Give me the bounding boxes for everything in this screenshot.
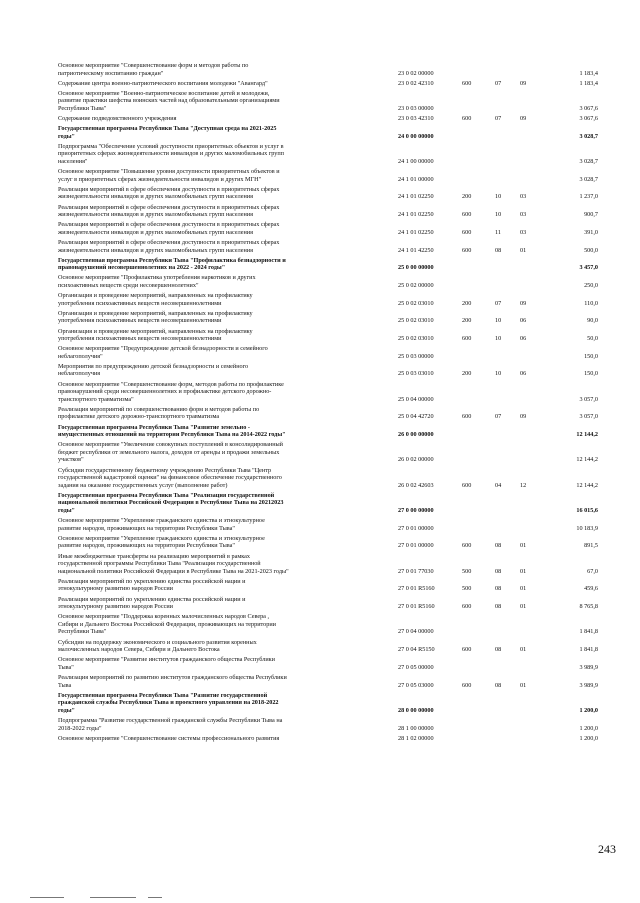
table-row: [0, 517, 640, 532]
row-amount: 1 200,0: [579, 724, 598, 732]
scan-artifact-line: [148, 897, 162, 898]
table-row: [0, 406, 640, 421]
row-section: 08: [495, 646, 502, 654]
row-subsection: 06: [520, 335, 527, 343]
row-code: 28 1 00 00000: [398, 724, 434, 732]
row-code: 27 0 01 R5160: [398, 603, 435, 611]
row-name: Мероприятия по предупреждению детской безнадзорности и семейного неблагополучия: [58, 362, 249, 378]
row-amount: 3 067,6: [579, 104, 598, 112]
row-expense-type: 200: [462, 370, 472, 378]
scan-artifact-line: [30, 897, 64, 898]
row-name: Государственная программа Республики Тыва "Профилактика безнадзорности и правонарушений несовершеннолетних на 2022 - 2024 годы": [58, 256, 286, 272]
row-code: 26 0 00 00000: [398, 431, 434, 439]
row-expense-type: 600: [462, 603, 472, 611]
row-amount: 8 765,8: [579, 603, 598, 611]
row-section: 07: [495, 79, 502, 87]
row-section: 10: [495, 370, 502, 378]
row-name: Реализация мероприятий по укреплению единства российской нации и этнокультурному развитию народов России: [58, 595, 246, 611]
row-subsection: 06: [520, 370, 527, 378]
row-code: 24 1 01 42250: [398, 246, 434, 254]
row-name: Основное мероприятие "Увеличение совокупных поступлений в консолидированный бюджет республики от земельного налога, доходов от аренды и продажи земельных участков": [58, 441, 283, 464]
row-code: 24 1 01 00000: [398, 175, 434, 183]
row-subsection: 09: [520, 299, 527, 307]
row-subsection: 01: [520, 567, 527, 575]
row-code: 23 0 03 42310: [398, 115, 434, 123]
row-code: 27 0 05 03000: [398, 681, 434, 689]
row-name: Основное мероприятие "Совершенствование форм и методов работы по патриотическому воспитанию граждан": [58, 62, 249, 77]
row-amount: 250,0: [584, 281, 598, 289]
row-code: 25 0 02 03010: [398, 335, 434, 343]
row-amount: 67,0: [587, 567, 598, 575]
row-name: Подпрограмма "Обеспечение условий доступности приоритетных объектов и услуг в приоритетных сферах жизнедеятельности инвалидов и других маломобильных групп населения": [58, 142, 284, 166]
row-name: Государственная программа Республики Тыва "Реализация государственной национальной политики Российской Федерации в Республике Тыва на 20212023 годы": [58, 491, 284, 515]
table-row: [0, 692, 640, 715]
row-section: 10: [495, 211, 502, 219]
row-expense-type: 200: [462, 193, 472, 201]
row-name: Основное мероприятие "Совершенствование системы профессионального развития: [58, 734, 280, 742]
row-amount: 1 183,4: [579, 69, 598, 77]
row-code: 27 0 00 00000: [398, 507, 434, 515]
row-name: Государственная программа Республики Тыва "Развитие земельно - имущественных отношений на территории Республики Тыва на 2014-2022 годы": [58, 423, 286, 439]
row-expense-type: 600: [462, 79, 472, 87]
row-amount: 3 457,0: [579, 264, 598, 272]
row-subsection: 01: [520, 646, 527, 654]
row-code: 28 1 02 00000: [398, 734, 434, 742]
row-amount: 3 057,0: [579, 413, 598, 421]
row-amount: 1 841,8: [579, 646, 598, 654]
table-row: [0, 168, 640, 183]
row-name: Государственная программа Республики Тыва "Развитие государственной гражданской службы Республики Тыва и проектного управления на 2018-2022 годы": [58, 691, 279, 714]
table-row: [0, 292, 640, 307]
row-section: 08: [495, 542, 502, 550]
row-expense-type: 600: [462, 481, 472, 489]
row-expense-type: 600: [462, 681, 472, 689]
row-section: 10: [495, 317, 502, 325]
table-row: [0, 596, 640, 611]
table-row: [0, 674, 640, 689]
row-amount: 150,0: [584, 352, 598, 360]
row-amount: 3 989,9: [579, 663, 598, 671]
row-expense-type: 600: [462, 413, 472, 421]
row-subsection: 01: [520, 585, 527, 593]
row-subsection: 01: [520, 681, 527, 689]
row-section: 10: [495, 193, 502, 201]
row-expense-type: 600: [462, 211, 472, 219]
row-code: 23 0 02 42310: [398, 79, 434, 87]
row-name: Реализация мероприятий в сфере обеспечения доступности в приоритетных сферах жизнедеятельности инвалидов и других маломобильных групп населения: [58, 185, 280, 201]
row-amount: 12 144,2: [576, 481, 598, 489]
row-section: 07: [495, 413, 502, 421]
table-row: [0, 62, 640, 77]
row-expense-type: 500: [462, 567, 472, 575]
row-name: Организация и проведение мероприятий, направленных на профилактику употребления психоактивных веществ несовершеннолетними: [58, 309, 253, 325]
row-expense-type: 600: [462, 542, 472, 550]
row-amount: 16 015,6: [576, 507, 598, 515]
row-expense-type: 600: [462, 646, 472, 654]
row-amount: 3 989,9: [579, 681, 598, 689]
table-row: [0, 125, 640, 140]
row-amount: 1 200,0: [579, 734, 598, 742]
table-row: [0, 381, 640, 404]
row-name: Государственная программа Республики Тыва "Доступная среда на 2021-2025 годы": [58, 125, 277, 140]
row-amount: 500,0: [584, 246, 598, 254]
row-subsection: 01: [520, 603, 527, 611]
row-subsection: 01: [520, 246, 527, 254]
table-row: [0, 535, 640, 550]
row-amount: 3 057,0: [579, 395, 598, 403]
row-subsection: 06: [520, 317, 527, 325]
row-name: Реализация мероприятий в сфере обеспечения доступности в приоритетных сферах жизнедеятельности инвалидов и других маломобильных групп населения: [58, 203, 280, 219]
row-name: Реализация мероприятий по развитию институтов гражданского общества Республики Тыва: [58, 674, 287, 689]
row-amount: 1 183,4: [579, 79, 598, 87]
row-subsection: 09: [520, 413, 527, 421]
row-name: Реализация мероприятий по укреплению единства российской нации и этнокультурному развитию народов России: [58, 577, 246, 593]
row-expense-type: 600: [462, 335, 472, 343]
row-name: Содержание центра военно-патриотического воспитания молодежи "Авангард": [58, 79, 268, 87]
row-code: 27 0 01 R5160: [398, 585, 435, 593]
row-expense-type: 500: [462, 585, 472, 593]
table-row: [0, 221, 640, 236]
row-amount: 3 067,6: [579, 115, 598, 123]
row-code: 25 0 02 03010: [398, 299, 434, 307]
table-row: [0, 492, 640, 515]
row-name: Субсидии государственному бюджетному учреждению Республики Тыва "Центр государственной кадастровой оценки" на финансовое обеспечение государственного задания на оказание государственных услуг (выполнение работ): [58, 466, 282, 489]
table-row: [0, 90, 640, 113]
row-name: Реализация мероприятий по совершенствованию форм и методов работы по профилактике детского дорожно-транспортного травматизма: [58, 405, 260, 421]
row-code: 25 0 00 00000: [398, 264, 434, 272]
row-section: 10: [495, 335, 502, 343]
row-name: Субсидии на поддержку экономического и социального развития коренных малочисленных народов Севера, Сибири и Дальнего Востока: [58, 638, 257, 654]
table-row: [0, 424, 640, 439]
row-amount: 1 237,0: [579, 193, 598, 201]
row-code: 27 0 05 00000: [398, 663, 434, 671]
table-row: [0, 441, 640, 464]
row-section: 07: [495, 299, 502, 307]
row-amount: 12 144,2: [576, 431, 598, 439]
row-amount: 3 028,7: [579, 132, 598, 140]
row-code: 24 0 00 00000: [398, 132, 434, 140]
row-name: Организация и проведение мероприятий, направленных на профилактику употребления психоактивных веществ несовершеннолетними: [58, 292, 253, 307]
row-subsection: 09: [520, 115, 527, 123]
table-row: [0, 735, 640, 743]
row-section: 11: [495, 228, 501, 236]
table-row: [0, 578, 640, 593]
row-subsection: 12: [520, 481, 527, 489]
row-code: 23 0 02 00000: [398, 69, 434, 77]
row-name: Реализация мероприятий в сфере обеспечения доступности в приоритетных сферах жизнедеятельности инвалидов и других маломобильных групп населения: [58, 221, 280, 236]
row-amount: 12 144,2: [576, 456, 598, 464]
row-expense-type: 200: [462, 317, 472, 325]
table-row: [0, 186, 640, 201]
row-amount: 3 028,7: [579, 158, 598, 166]
table-row: [0, 328, 640, 343]
row-name: Основное мероприятие "Военно-патриотическое воспитание детей и молодежи, развитие практики шефства воинских частей над образовательными организациями Республики Тыва": [58, 89, 280, 112]
row-section: 08: [495, 567, 502, 575]
row-subsection: 09: [520, 79, 527, 87]
row-code: 25 0 03 03010: [398, 370, 434, 378]
row-amount: 90,0: [587, 317, 598, 325]
row-code: 24 1 01 02250: [398, 211, 434, 219]
row-amount: 150,0: [584, 370, 598, 378]
row-amount: 50,0: [587, 335, 598, 343]
row-subsection: 03: [520, 211, 527, 219]
row-code: 27 0 01 00000: [398, 542, 434, 550]
scan-artifact-line: [90, 897, 136, 898]
table-row: [0, 257, 640, 272]
row-name: Основное мероприятие "Укрепление гражданского единства и этнокультурное развитие народов, проживающих на территории Республики Тыва": [58, 534, 265, 550]
row-name: Основное мероприятие "Профилактика употребления наркотиков и других психоактивных веществ среди несовершеннолетних": [58, 274, 256, 289]
row-code: 25 0 03 00000: [398, 352, 434, 360]
table-row: [0, 717, 640, 732]
row-amount: 3 028,7: [579, 175, 598, 183]
row-name: Реализация мероприятий в сфере обеспечения доступности в приоритетных сферах жизнедеятельности инвалидов и других маломобильных групп населения: [58, 239, 280, 254]
row-code: 25 0 02 00000: [398, 281, 434, 289]
row-name: Основное мероприятие "Поддержка коренных малочисленных народов Севера , Сибири и Дальнего Востока Российской Федерации, проживающих на территории Республики Тыва": [58, 613, 276, 636]
row-subsection: 01: [520, 542, 527, 550]
row-amount: 391,0: [584, 228, 598, 236]
row-subsection: 03: [520, 193, 527, 201]
table-row: [0, 613, 640, 636]
row-amount: 1 841,8: [579, 628, 598, 636]
page-number: 243: [598, 842, 616, 856]
row-amount: 10 183,9: [576, 524, 598, 532]
row-name: Подпрограмма "Развитие государственной гражданской службы Республики Тыва на 2018-2022 годы": [58, 717, 283, 732]
row-code: 25 0 04 42720: [398, 413, 434, 421]
table-row: [0, 115, 640, 123]
row-amount: 110,0: [584, 299, 598, 307]
table-row: [0, 239, 640, 254]
table-row: [0, 274, 640, 289]
row-name: Основное мероприятие "Развитие институтов гражданского общества Республики Тыва": [58, 656, 275, 671]
row-code: 23 0 03 00000: [398, 104, 434, 112]
row-section: 08: [495, 603, 502, 611]
row-expense-type: 200: [462, 299, 472, 307]
table-row: [0, 553, 640, 576]
table-row: [0, 345, 640, 360]
row-code: 27 0 01 77030: [398, 567, 434, 575]
row-name: Основное мероприятие "Укрепление гражданского единства и этнокультурное развитие народов, проживающих на территории Республики Тыва": [58, 517, 265, 532]
row-subsection: 03: [520, 228, 527, 236]
table-row: [0, 467, 640, 490]
row-code: 24 1 01 02250: [398, 193, 434, 201]
row-amount: 891,5: [584, 542, 598, 550]
row-expense-type: 600: [462, 228, 472, 236]
row-code: 24 1 00 00000: [398, 158, 434, 166]
row-code: 26 0 02 00000: [398, 456, 434, 464]
table-row: [0, 143, 640, 166]
row-name: Основное мероприятие "Предупреждение детской безнадзорности и семейного неблагополучия": [58, 345, 268, 360]
table-row: [0, 639, 640, 654]
row-code: 27 0 04 R5150: [398, 646, 435, 654]
row-name: Содержание подведомственного учреждения: [58, 115, 177, 123]
row-amount: 1 200,0: [579, 706, 598, 714]
table-row: [0, 204, 640, 219]
row-section: 08: [495, 681, 502, 689]
row-section: 07: [495, 115, 502, 123]
row-code: 27 0 04 00000: [398, 628, 434, 636]
row-name: Организация и проведение мероприятий, направленных на профилактику употребления психоактивных веществ несовершеннолетними: [58, 327, 253, 343]
row-name: Основное мероприятие "Совершенствование форм, методов работы по профилактике правонарушений среди несовершеннолетних и профилактике детского дорожно- транспортного травматизма": [58, 380, 284, 403]
row-name: Основное мероприятие "Повышение уровня доступности приоритетных объектов и услуг в приоритетных сферах жизнедеятельности инвалидов и других МГН": [58, 168, 280, 183]
row-section: 04: [495, 481, 502, 489]
row-code: 24 1 01 02250: [398, 228, 434, 236]
row-code: 26 0 02 42603: [398, 481, 434, 489]
row-code: 27 0 01 00000: [398, 524, 434, 532]
row-name: Иные межбюджетные трансферты на реализацию мероприятий в рамках государственной программы Республики Тыва "Реализация государственной национальной политики Российской Федерации в Республике Тыва на 2021-2023 годы": [58, 552, 289, 575]
row-expense-type: 600: [462, 115, 472, 123]
row-amount: 900,7: [584, 211, 598, 219]
row-section: 08: [495, 246, 502, 254]
row-section: 08: [495, 585, 502, 593]
row-amount: 459,6: [584, 585, 598, 593]
row-code: 28 0 00 00000: [398, 706, 434, 714]
table-row: [0, 80, 640, 88]
table-row: [0, 363, 640, 378]
row-expense-type: 600: [462, 246, 472, 254]
row-code: 25 0 04 00000: [398, 395, 434, 403]
table-row: [0, 656, 640, 671]
table-row: [0, 310, 640, 325]
row-code: 25 0 02 03010: [398, 317, 434, 325]
